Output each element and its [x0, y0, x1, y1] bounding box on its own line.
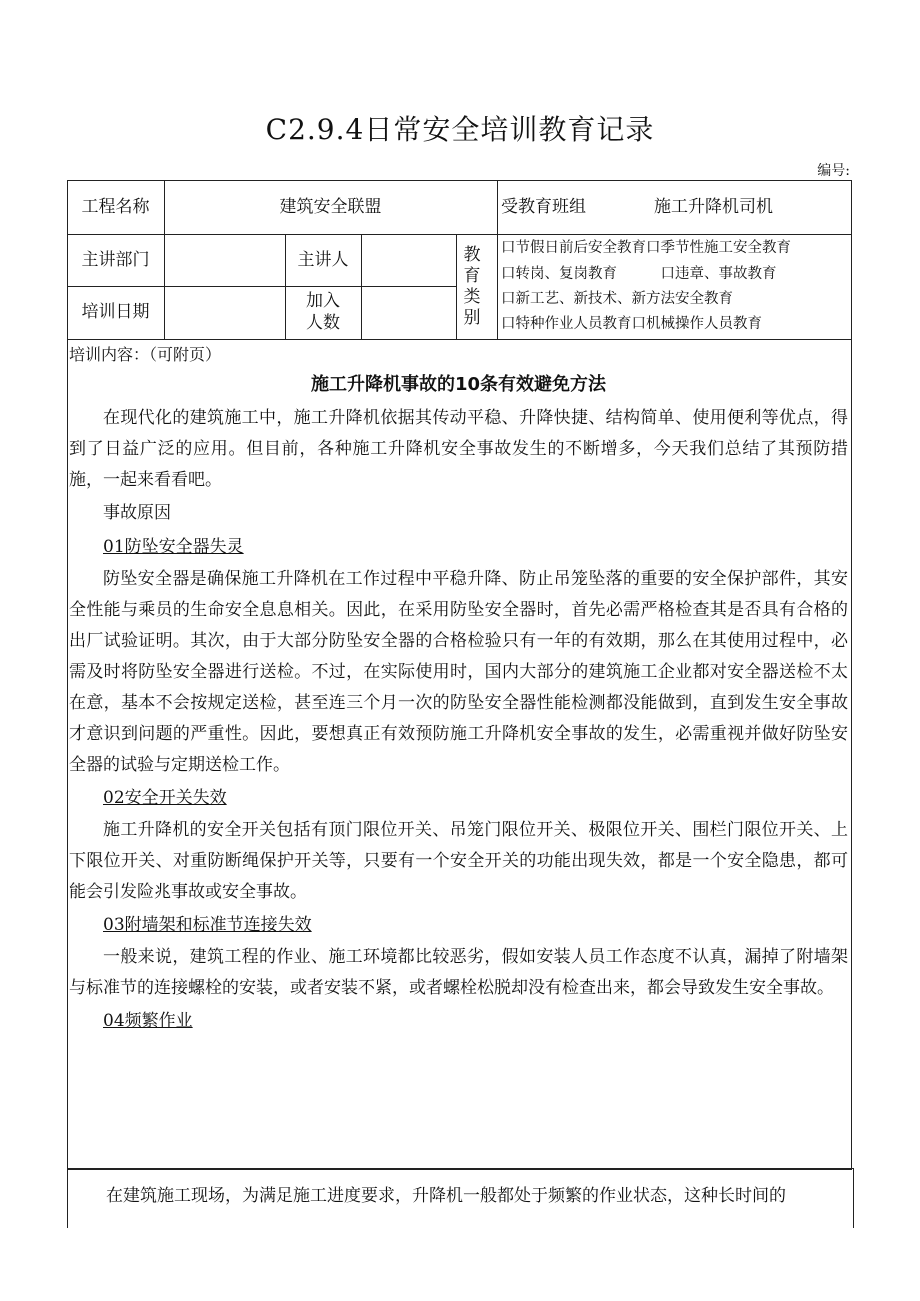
section-heading-text: 02安全开关失效: [103, 788, 227, 808]
category-char: 别: [463, 308, 481, 328]
col-divider: [497, 180, 498, 339]
attendees-label: [285, 290, 361, 334]
category-char: 育: [463, 266, 481, 286]
category-option: 口转岗、复岗教育 口违章、事故教育: [501, 266, 777, 282]
continuation-text: 在建筑施工现场，为满足施工进度要求，升降机一般都处于频繁的作业状态，这种长时间的: [106, 1186, 786, 1206]
attendees-label-line: 人数: [306, 313, 340, 333]
project-name-label: 工程名称: [81, 197, 150, 217]
training-content: [67, 343, 852, 1038]
category-option: 口新工艺、新技术、新方法安全教育: [501, 291, 733, 307]
article-title: 施工升降机事故的10条有效避免方法: [310, 374, 607, 395]
attendees-label-line: 加入: [306, 291, 340, 311]
category-char: 教: [463, 245, 481, 265]
row-divider: [67, 234, 852, 235]
section-heading: [69, 530, 848, 564]
section-heading: [69, 908, 848, 942]
section-heading-text: 01防坠安全器失灵: [103, 537, 244, 557]
category-char: 类: [463, 287, 481, 307]
training-date-label: 培训日期: [81, 302, 150, 322]
speaker-label: 主讲人: [297, 250, 349, 270]
section-heading: [69, 781, 848, 815]
section-paragraph: 一般来说，建筑工程的作业、施工环境都比较恶劣，假如安装人员工作态度不认真，漏掉了附墙架与标准节的连接螺栓的安装，或者安装不紧，或者螺栓松脱却没有检查出来，都会导致发生安全事故。: [69, 947, 848, 998]
education-category-label: [458, 245, 486, 329]
project-name-value: 建筑安全联盟: [279, 197, 382, 217]
category-option: 口节假日前后安全教育口季节性施工安全教育: [501, 240, 791, 256]
section-paragraph: 防坠安全器是确保施工升降机在工作过程中平稳升降、防止吊笼坠落的重要的安全保护部件，其安全性能与乘员的生命安全息息相关。因此，在采用防坠安全器时，首先必需严格检查其是否具有合格的出厂试验证明。其次，由于大部分防坠安全器的合格检验只有一年的有效期，那么在其使用过程中，必需及时将防坠安全器进行送检。不过，在实际使用时，国内大部分的建筑施工企业都对安全器送检不太在意，基本不会按规定送检，甚至连三个月一次的防坠安全器性能检测都没能做到，直到发生安全事故才意识到问题的严重性。因此，要想真正有效预防施工升降机安全事故的发生，必需重视并做好防坠安全器的试验与定期送检工作。: [69, 569, 848, 775]
row-divider: [67, 339, 852, 340]
section-heading: [69, 1004, 848, 1038]
section-heading-text: 03附墙架和标准节连接失效: [103, 915, 312, 935]
category-option: 口特种作业人员教育口机械操作人员教育: [501, 316, 762, 332]
col-divider: [456, 234, 457, 339]
content-label: 培训内容：（可附页）: [69, 345, 222, 364]
section-heading-causes: 事故原因: [103, 503, 171, 523]
trainee-group-value: 施工升降机司机: [654, 197, 773, 217]
doc-number-label: 编号:: [817, 163, 850, 179]
page-title: C2.9.4日常安全培训教育记录: [265, 113, 655, 146]
section-paragraph: 施工升降机的安全开关包括有顶门限位开关、吊笼门限位开关、极限位开关、围栏门限位开关、上下限位开关、对重防断绳保护开关等，只要有一个安全开关的功能出现失效，都是一个安全隐患，都可能会引发险兆事故或安全事故。: [69, 820, 848, 902]
col-divider: [361, 234, 362, 339]
intro-paragraph: 在现代化的建筑施工中，施工升降机依据其传动平稳、升降快捷、结构简单、使用便利等优点，得到了日益广泛的应用。但目前，各种施工升降机安全事故发生的不断增多，今天我们总结了其预防措施，一起来看看吧。: [69, 408, 848, 490]
lecture-dept-label: 主讲部门: [81, 250, 150, 270]
continuation-box: [67, 1168, 854, 1228]
trainee-group-label: 受教育班组: [501, 197, 586, 217]
section-heading-text: 04频繁作业: [103, 1011, 193, 1031]
row-divider: [67, 286, 456, 287]
